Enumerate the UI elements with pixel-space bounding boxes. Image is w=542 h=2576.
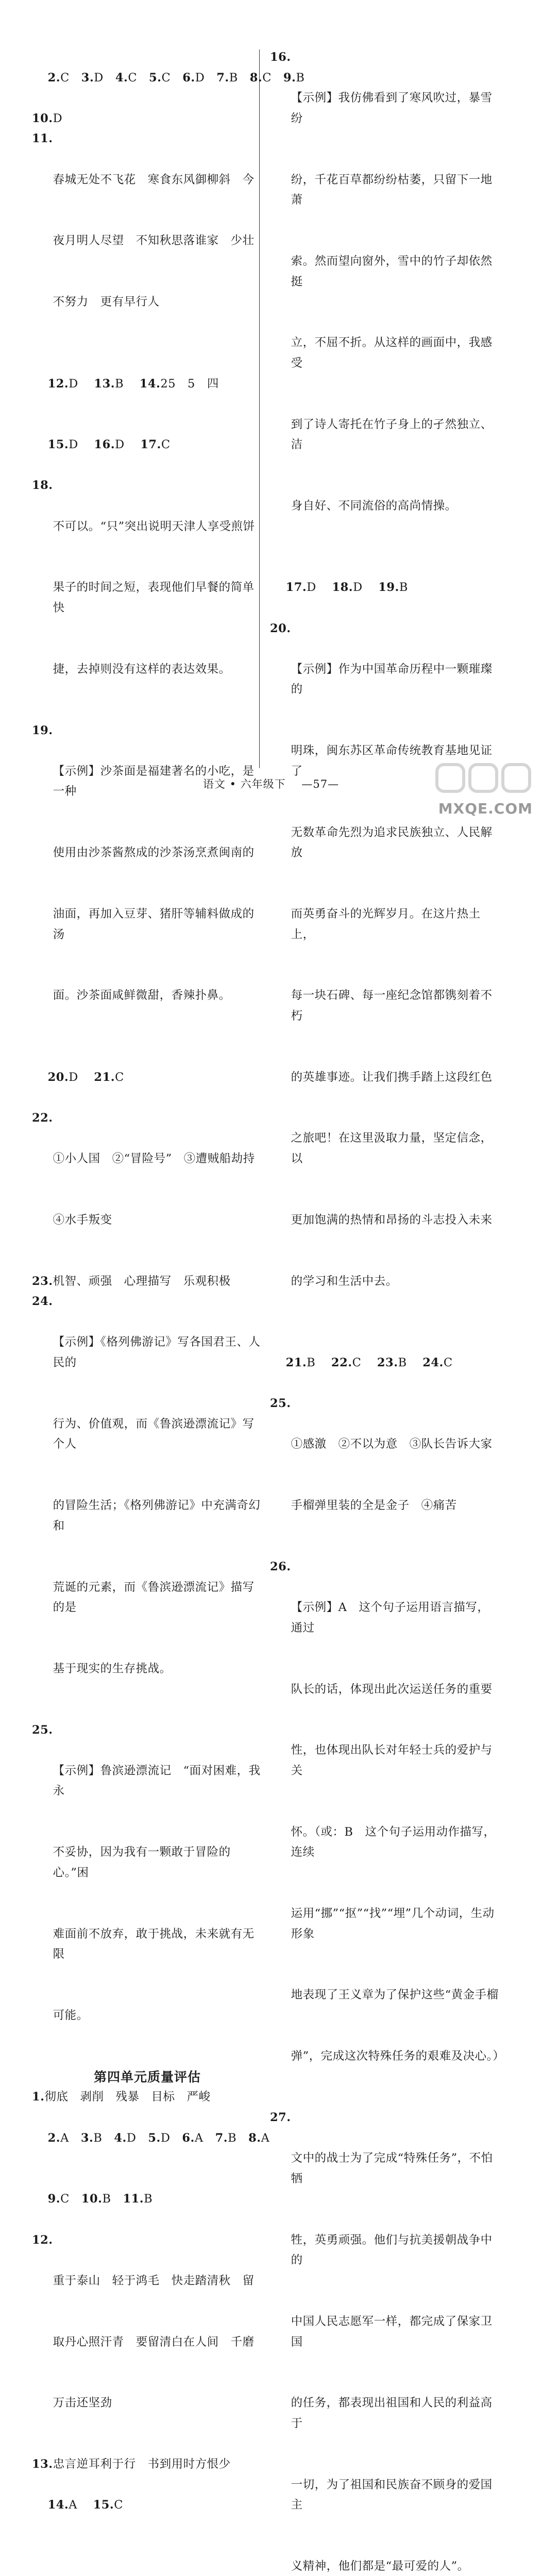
answer-25-right: 25. ①感激 ②不以为意 ③队长告诉大家 手榴弹里装的全是金子 ④痛苦: [270, 1397, 493, 1513]
answer-19: 19. 【示例】沙茶面是福建著名的小吃，是一种 使用由沙茶酱熬成的沙茶汤烹煮闽南的 油面，再加入豆芽、猪肝等辅料做成的汤 面。沙茶面咸鲜微甜，香辣扑鼻。: [32, 723, 255, 1003]
unit4-answer-1: 1. 彻底 剥削 残暴 目标 严峻: [32, 2090, 211, 2104]
answer-row-20-21: 20.D 21.C: [47, 1070, 124, 1084]
answer-22: 22. ①小人国 ②“冒险号” ③遭贼船劫持 ④水手叛变: [32, 1111, 255, 1227]
left-column: [32, 47, 305, 2536]
unit4-answer-row-9-11: 9.C 10.B 11.B: [47, 2192, 153, 2206]
answer-16: 16. 【示例】我仿佛看到了寒风吹过，暴雪纷 纷，千花百草都纷纷枯萎，只留下一地萧 索。然而望向窗外，雪中的竹子却依然挺 立，不屈不折。从这样的画面中，我感受 到了诗人寄托在竹子身上的孑然独立、洁 身自好、不同流俗的高尚情操。: [270, 50, 493, 513]
footer-subject: 语文: [202, 778, 226, 790]
answer-row-2-9: 2.C 3.D 4.C 5.C 6.D 7.B 8.C 9.B: [47, 71, 305, 84]
answer-row-12-14: 12.D 13.B 14.25 5 四: [47, 377, 219, 391]
answer-11: 11. 春城无处不飞花 寒食东风御柳斜 今 夜月明人尽望 不知秋思落谁家 少壮 不努力 更有早行人: [32, 132, 255, 309]
answer-20: 20. 【示例】作为中国革命历程中一颗璀璨的 明珠，闽东苏区革命传统教育基地见证了 无数革命先烈为追求民族独立、人民解放 而英勇奋斗的光辉岁月。在这片热土上， 每一块石碑、每一座纪念馆都镌刻着不朽 的英雄事迹。让我们携手踏上这段红色 之旅吧！在这里汲取力量，坚定信念，以 更加饱满的热情和昂扬的斗志投入未来 的学习和生活中去。: [270, 621, 493, 1288]
unit4-answer-row-14-15: 14.A 15.C: [47, 2498, 123, 2512]
unit4-answer-row-2-8: 2.A 3.B 4.D 5.D 6.A 7.B 8.A: [47, 2131, 270, 2145]
answer-23: 23. 机智、顽强 心理描写 乐观积极: [32, 1274, 231, 1288]
answer-18: 18. 不可以。“只”突出说明天津人享受煎饼 果子的时间之短，表现他们早餐的简单快 捷，去掉则没有这样的表达效果。: [32, 479, 255, 676]
footer-dot: •: [229, 778, 236, 790]
answer-row-15-17: 15.D 16.D 17.C: [47, 438, 171, 452]
answer-row-17-19: 17.D 18.D 19.B: [285, 581, 408, 595]
answer-row-21-24: 21.B 22.C 23.B 24.C: [285, 1356, 453, 1369]
right-column: [270, 47, 505, 2576]
footer-grade: 六年级下: [240, 778, 286, 790]
answer-27: 27. 文中的战士为了完成“特殊任务”，不怕牺 牲，英勇顽强。他们与抗美援朝战争中的 中国人民志愿军一样，都完成了保家卫国 的任务，都表现出祖国和人民的利益高于 一切，为了祖国和民族奋不顾身的爱国主 义精神，他们都是“最可爱的人”。: [270, 2110, 493, 2573]
page-number: —57—: [301, 778, 340, 790]
unit4-answer-13: 13. 忠言逆耳利于行 书到用时方恨少: [32, 2458, 231, 2471]
section-heading-unit-4: 第四单元质量评估: [93, 2069, 201, 2084]
answer-25: 25. 【示例】鲁滨逊漂流记 “面对困难，我永 不妥协，因为我有一颗敢于冒险的心。”困 难面前不放弃，敢于挑战，未来就有无限 可能。: [32, 1723, 261, 2022]
watermark-text: MXQE.COM: [438, 800, 533, 817]
unit4-answer-12: 12. 重于泰山 轻于鸿毛 快走踏清秋 留 取丹心照汗青 要留清白在人间 千磨 万击还坚劲: [32, 2233, 255, 2410]
answer-10: 10.D: [32, 111, 63, 125]
answer-24: 24. 【示例】《格列佛游记》写各国君王、人民的 行为、价值观，而《鲁滨逊漂流记》写个人 的冒险生活；《格列佛游记》中充满奇幻和 荒诞的元素，而《鲁滨逊漂流记》描写的是 基于现实的生存挑战。: [32, 1295, 261, 1675]
answer-26: 26. 【示例】A 这个句子运用语言描写，通过 队长的话，体现出此次运送任务的重要 性，也体现出队长对年轻士兵的爱护与关 怀。（或：B 这个句子运用动作描写，连续 运用“挪”“抠”“找”“埋”几个动词，生动形象 地表现了王义章为了保护这些“黄金手榴 弹”，完成这次特殊任务的艰难及决心。）: [270, 1560, 505, 2063]
